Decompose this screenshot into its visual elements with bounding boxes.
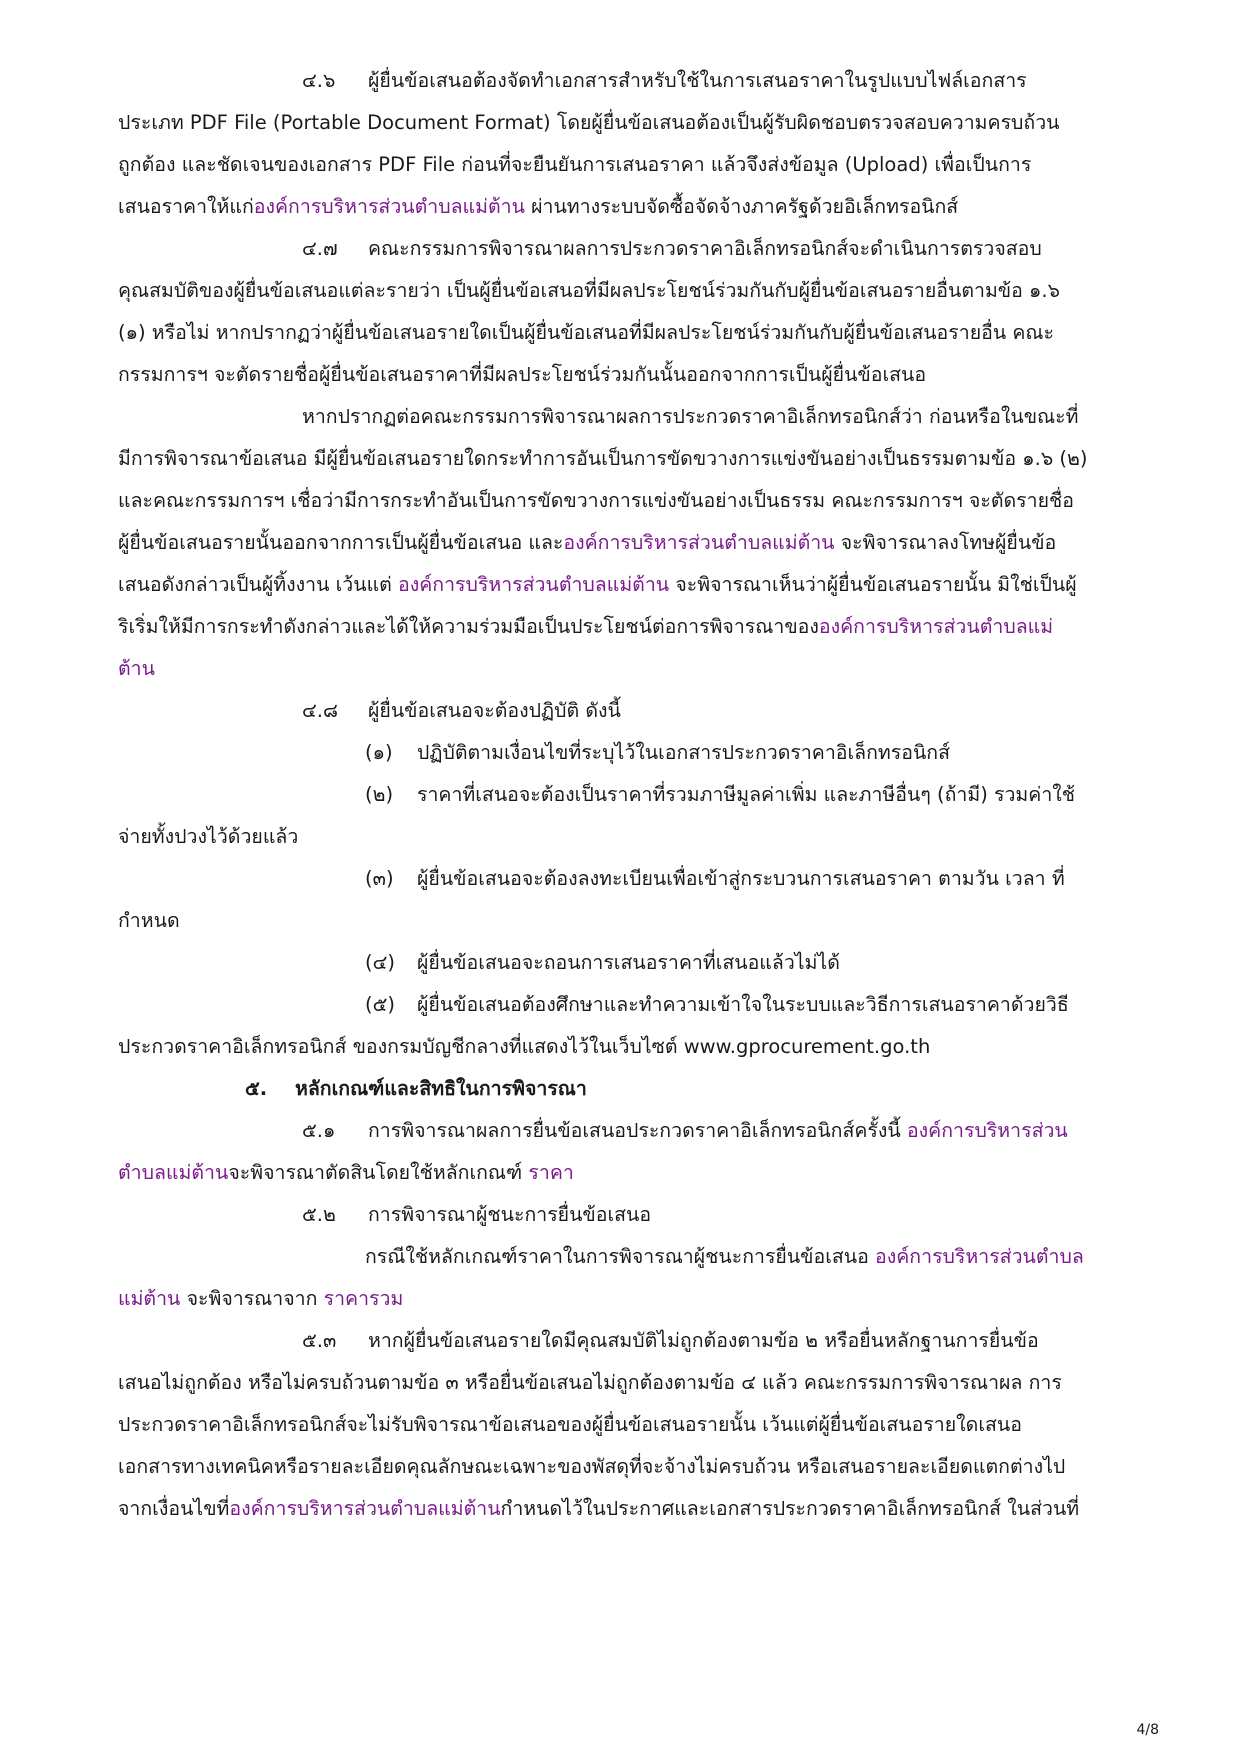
item-number: ๕.๒ (302, 1203, 336, 1226)
para-4-6-line-2: ประเภท PDF File (Portable Document Format) โดยผู้ยื่นข้อเสนอต้องเป็นผู้รับผิดชอบตรวจสอบความครบถ้วน (118, 111, 1060, 134)
para-4-7-sub-line-4: ผู้ยื่นข้อเสนอรายนั้นออกจากการเป็นผู้ยื่นข้อเสนอ และองค์การบริหารส่วนตำบลแม่ต้าน จะพิจารณาลงโทษผู้ยื่นข้อ (118, 531, 1057, 554)
para-4-8-sub-3: (๓) ผู้ยื่นข้อเสนอจะต้องลงทะเบียนเพื่อเข้าสู่กระบวนการเสนอราคา ตามวัน เวลา ที่ (365, 867, 1065, 890)
para-5-3-line-5: จากเงื่อนไขที่องค์การบริหารส่วนตำบลแม่ต้านกำหนดไว้ในประกาศและเอกสารประกวดราคาอิเล็กทรอนิกส์ ในส่วนที่ (118, 1497, 1080, 1520)
org-name: องค์การบริหารส่วนตำบลแม่ต้าน (253, 195, 525, 218)
item-number: ๕.๑ (302, 1119, 336, 1142)
para-4-8-sub-5-cont: ประกวดราคาอิเล็กทรอนิกส์ ของกรมบัญชีกลางที่แสดงไว้ในเว็บไซต์ www.gprocurement.go.th (118, 1035, 931, 1058)
para-5-3-line-3: ประกวดราคาอิเล็กทรอนิกส์จะไม่รับพิจารณาข้อเสนอของผู้ยื่นข้อเสนอรายนั้น เว้นแต่ผู้ยื่นข้อเสนอรายใดเสนอ (118, 1413, 1022, 1436)
para-4-7-sub-line-7: ต้าน (118, 657, 155, 680)
para-4-8-sub-2-cont: จ่ายทั้งปวงไว้ด้วยแล้ว (118, 825, 299, 848)
para-5-3-line-1: ๕.๓ หากผู้ยื่นข้อเสนอรายใดมีคุณสมบัติไม่ถูกต้องตามข้อ ๒ หรือยื่นหลักฐานการยื่นข้อ (302, 1324, 1123, 1358)
para-5-2-title: ๕.๒ การพิจารณาผู้ชนะการยื่นข้อเสนอ (302, 1198, 1123, 1232)
para-4-7-sub-line-3: และคณะกรรมการฯ เชื่อว่ามีการกระทำอันเป็นการขัดขวางการแข่งขันอย่างเป็นธรรม คณะกรรมการฯ จะตัดรายชื่อ (118, 489, 1074, 512)
item-number: ๔.๘ (302, 699, 339, 722)
item-number: ๔.๗ (302, 237, 338, 260)
item-number: ๕.๓ (302, 1329, 337, 1352)
para-4-8-sub-5: (๕) ผู้ยื่นข้อเสนอต้องศึกษาและทำความเข้าใจในระบบและวิธีการเสนอราคาด้วยวิธี (365, 993, 1069, 1016)
para-5-1-line-2: ตำบลแม่ต้านจะพิจารณาตัดสินโดยใช้หลักเกณฑ์ ราคา (118, 1161, 574, 1184)
item-number: ๔.๖ (302, 69, 336, 92)
para-4-7-line-1: ๔.๗ คณะกรรมการพิจารณาผลการประกวดราคาอิเล็กทรอนิกส์จะดำเนินการตรวจสอบ (302, 232, 1123, 266)
para-4-7-sub-line-5: เสนอดังกล่าวเป็นผู้ทิ้งงาน เว้นแต่ องค์การบริหารส่วนตำบลแม่ต้าน จะพิจารณาเห็นว่าผู้ยื่นข้อเสนอรายนั้น มิใช่เป็นผู้ (118, 573, 1077, 596)
para-4-7-sub-line-6: ริเริ่มให้มีการกระทำดังกล่าวและได้ให้ความร่วมมือเป็นประโยชน์ต่อการพิจารณาขององค์การบริหารส่วนตำบลแม่ (118, 615, 1054, 638)
para-4-7-line-4: กรรมการฯ จะตัดรายชื่อผู้ยื่นข้อเสนอราคาที่มีผลประโยชน์ร่วมกันนั้นออกจากการเป็นผู้ยื่นข้อเสนอ (118, 363, 927, 386)
para-4-6-line-4: เสนอราคาให้แก่องค์การบริหารส่วนตำบลแม่ต้าน ผ่านทางระบบจัดซื้อจัดจ้างภาครัฐด้วยอิเล็กทรอนิกส์ (118, 195, 959, 218)
org-name: องค์การบริหารส่วนตำบลแม่ต้าน (229, 1497, 501, 1520)
para-5-3-line-4: เอกสารทางเทคนิคหรือรายละเอียดคุณลักษณะเฉพาะของพัสดุที่จะจ้างไม่ครบถ้วน หรือเสนอรายละเอียดแตกต่างไป (118, 1455, 1066, 1478)
para-4-8-sub-4: (๔) ผู้ยื่นข้อเสนอจะถอนการเสนอราคาที่เสนอแล้วไม่ได้ (365, 951, 840, 974)
org-name: องค์การบริหารส่วนตำบลแม่ต้าน (398, 573, 670, 596)
section-5-heading: ๕. หลักเกณฑ์และสิทธิในการพิจารณา (245, 1072, 1123, 1106)
para-4-6-line-1: ๔.๖ ผู้ยื่นข้อเสนอต้องจัดทำเอกสารสำหรับใช้ในการเสนอราคาในรูปแบบไฟล์เอกสาร (302, 64, 1123, 98)
para-4-7-line-3: (๑) หรือไม่ หากปรากฏว่าผู้ยื่นข้อเสนอรายใดเป็นผู้ยื่นข้อเสนอที่มีผลประโยชน์ร่วมกันกับผู้ยื่นข้อเสนอรายอื่น คณะ (118, 321, 1054, 344)
para-4-8-sub-2: (๒) ราคาที่เสนอจะต้องเป็นราคาที่รวมภาษีมูลค่าเพิ่ม และภาษีอื่นๆ (ถ้ามี) รวมค่าใช้ (365, 783, 1076, 806)
para-5-2-line-2: แม่ต้าน จะพิจารณาจาก ราคารวม (118, 1287, 404, 1310)
para-4-8-title: ๔.๘ ผู้ยื่นข้อเสนอจะต้องปฏิบัติ ดังนี้ (302, 694, 1123, 728)
para-4-6-line-3: ถูกต้อง และชัดเจนของเอกสาร PDF File ก่อนที่จะยืนยันการเสนอราคา แล้วจึงส่งข้อมูล (Upload) เพื่อเป็นการ (118, 153, 1032, 176)
para-5-1-line-1: ๕.๑ การพิจารณาผลการยื่นข้อเสนอประกวดราคาอิเล็กทรอนิกส์ครั้งนี้ องค์การบริหารส่วน (302, 1114, 1123, 1148)
page-number: 4/8 (1136, 1722, 1159, 1738)
para-4-7-sub-line-2: มีการพิจารณาข้อเสนอ มีผู้ยื่นข้อเสนอรายใดกระทำการอันเป็นการขัดขวางการแข่งขันอย่างเป็นธรรมตามข้อ ๑.๖ (๒) (118, 447, 1088, 470)
org-name: องค์การบริหารส่วนตำบลแม่ต้าน (563, 531, 835, 554)
para-5-2-line-1: กรณีใช้หลักเกณฑ์ราคาในการพิจารณาผู้ชนะการยื่นข้อเสนอ องค์การบริหารส่วนตำบล (365, 1245, 1084, 1268)
para-4-7-sub-line-1: หากปรากฏต่อคณะกรรมการพิจารณาผลการประกวดราคาอิเล็กทรอนิกส์ว่า ก่อนหรือในขณะที่ (302, 405, 1079, 428)
para-4-7-line-2: คุณสมบัติของผู้ยื่นข้อเสนอแต่ละรายว่า เป็นผู้ยื่นข้อเสนอที่มีผลประโยชน์ร่วมกันกับผู้ยื่นข้อเสนอรายอื่นตามข้อ ๑.๖ (118, 279, 1060, 302)
para-5-3-line-2: เสนอไม่ถูกต้อง หรือไม่ครบถ้วนตามข้อ ๓ หรือยื่นข้อเสนอไม่ถูกต้องตามข้อ ๔ แล้ว คณะกรรมการพิจารณาผล การ (118, 1371, 1062, 1394)
para-4-8-sub-3-cont: กำหนด (118, 909, 180, 932)
org-name: องค์การบริหารส่วนตำบลแม่ (818, 615, 1054, 638)
para-4-8-sub-1: (๑) ปฏิบัติตามเงื่อนไขที่ระบุไว้ในเอกสารประกวดราคาอิเล็กทรอนิกส์ (365, 741, 951, 764)
section-number: ๕. (245, 1077, 268, 1100)
